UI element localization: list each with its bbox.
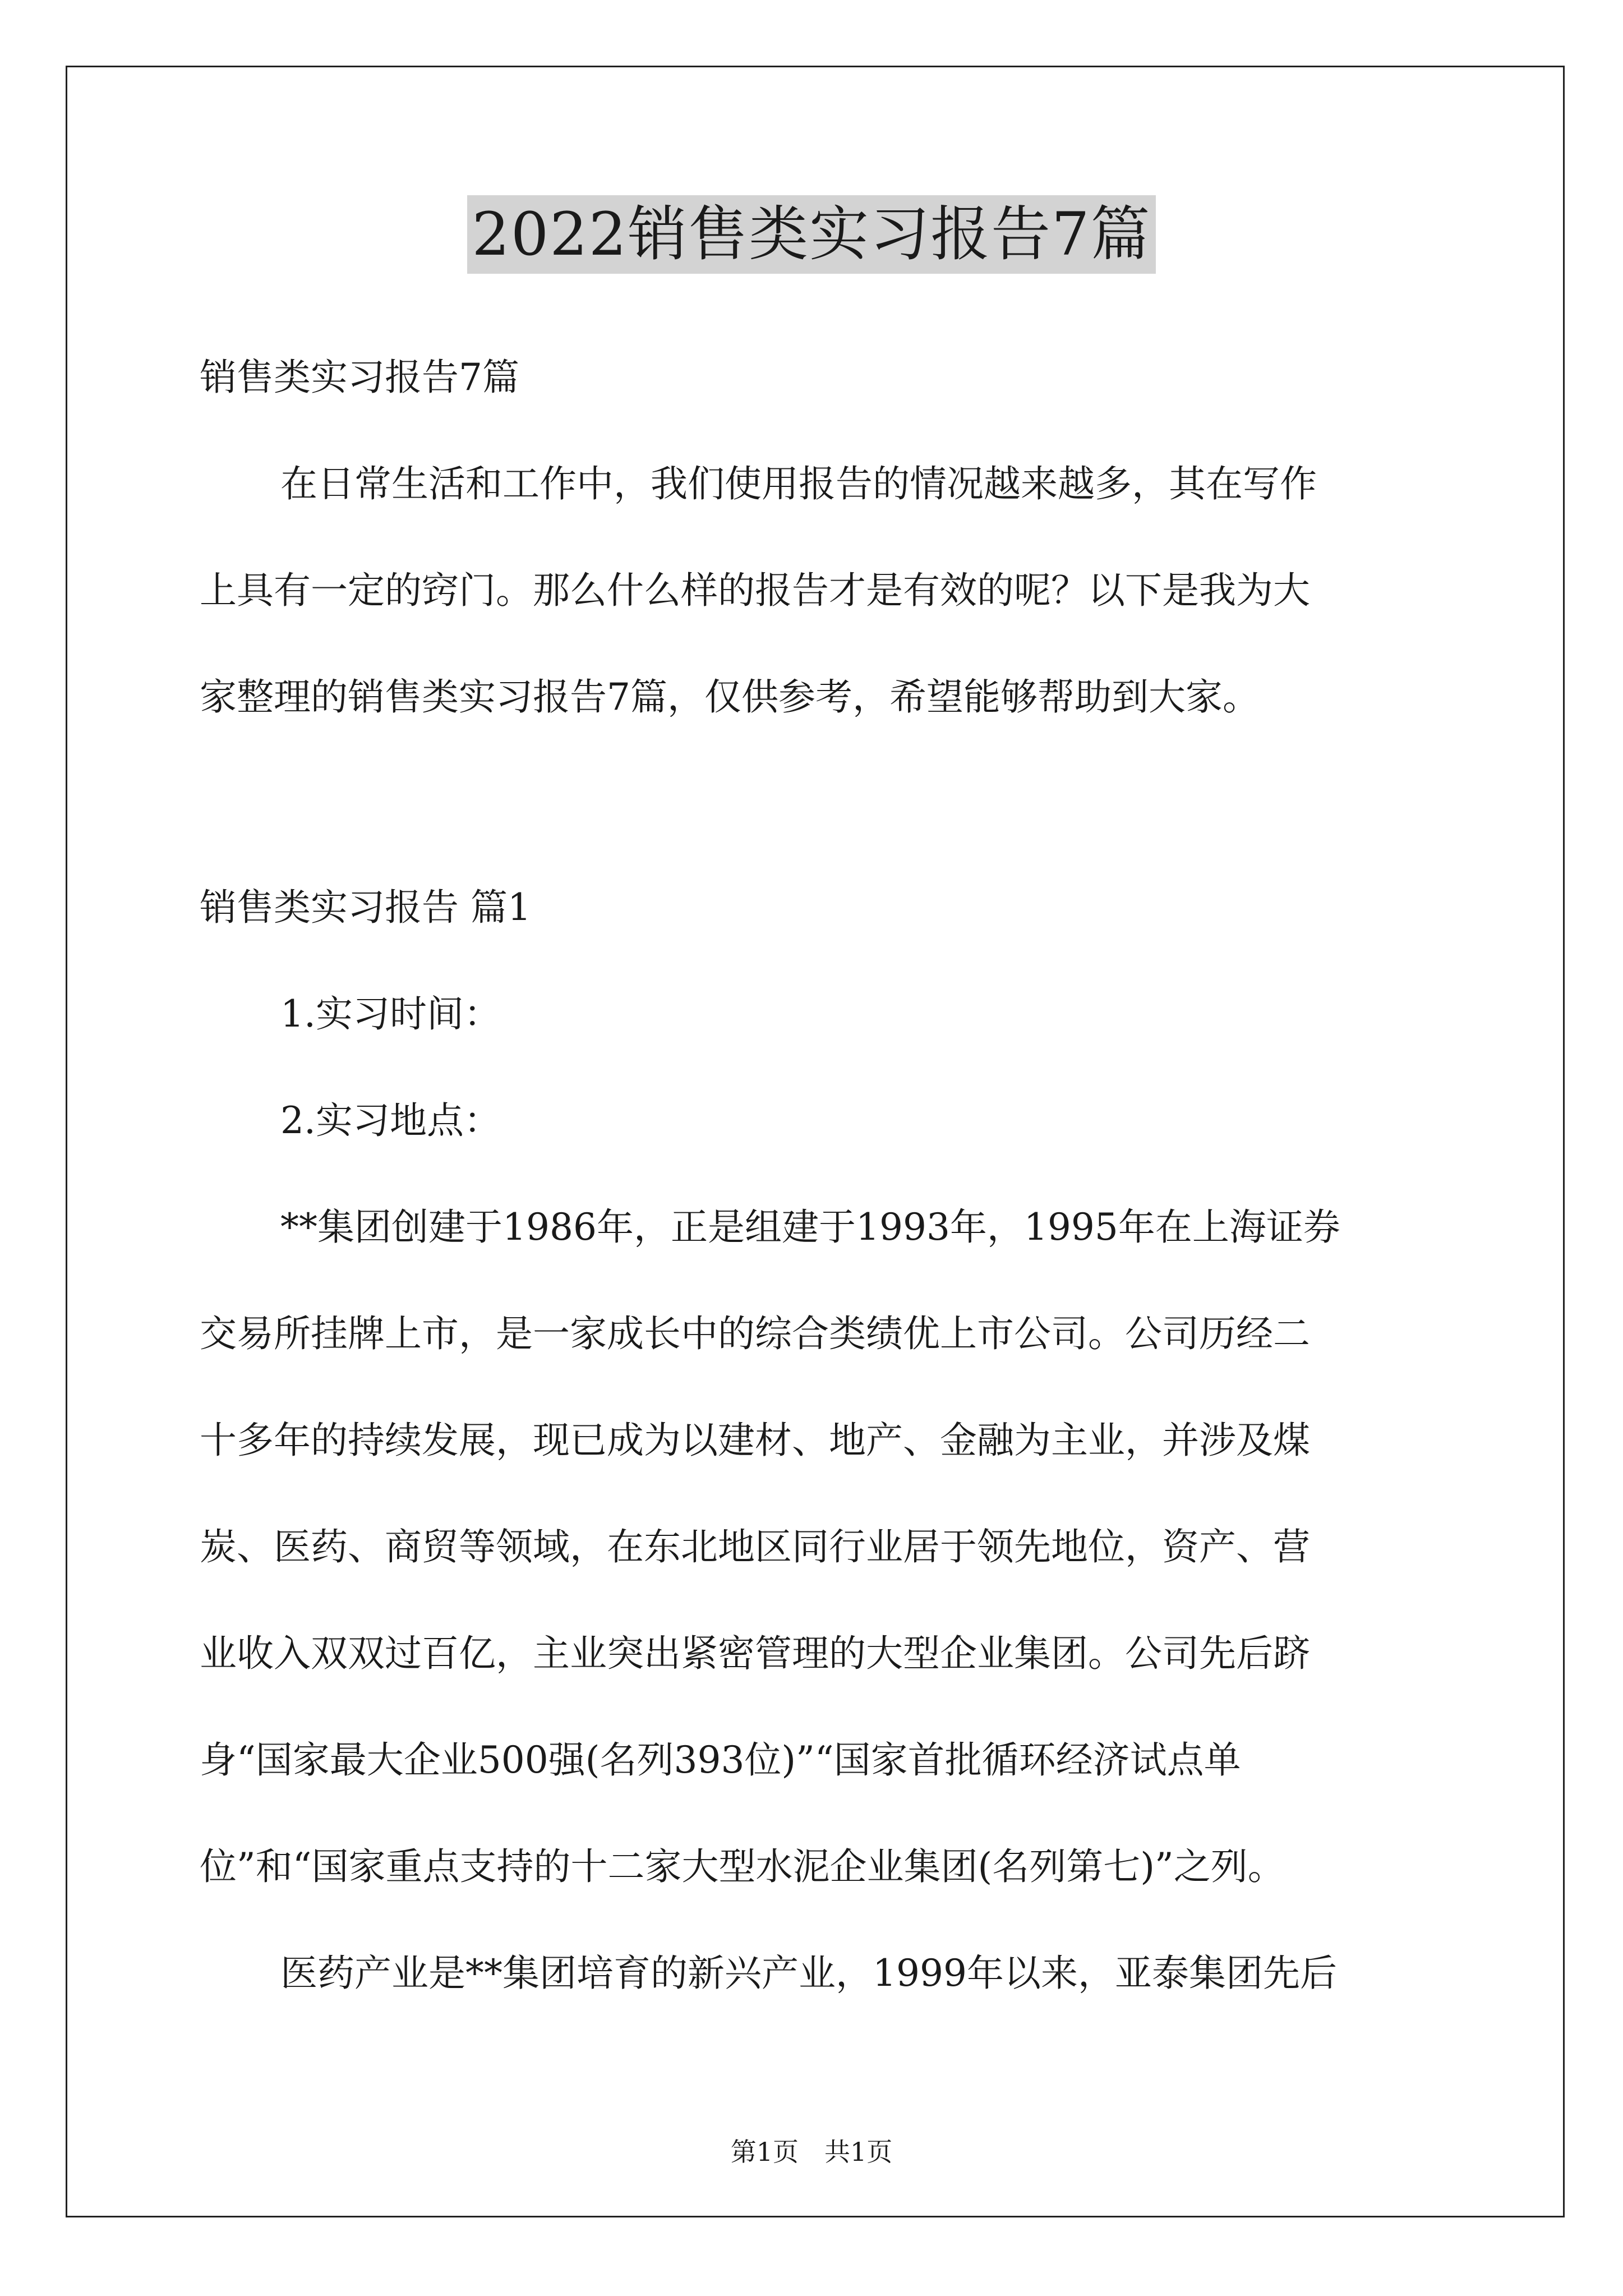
- body-line-1: **集团创建于1986年，正是组建于1993年，1995年在上海证券: [280, 1205, 1340, 1249]
- body-line-4: 炭、医药、商贸等领域，在东北地区同行业居于领先地位，资产、营: [200, 1525, 1310, 1568]
- document-title: 2022销售类实习报告7篇: [467, 195, 1155, 274]
- internship-time-item: 1.实习时间：: [280, 992, 501, 1036]
- body-line-3: 十多年的持续发展，现已成为以建材、地产、金融为主业，并涉及煤: [200, 1419, 1310, 1462]
- body-line-6: 身“国家最大企业500强(名列393位)”“国家首批循环经济试点单: [200, 1738, 1241, 1782]
- body-line-2: 交易所挂牌上市，是一家成长中的综合类绩优上市公司。公司历经二: [200, 1312, 1310, 1355]
- intro-line-3: 家整理的销售类实习报告7篇，仅供参考，希望能够帮助到大家。: [200, 675, 1260, 719]
- intro-line-2: 上具有一定的窍门。那么什么样的报告才是有效的呢？以下是我为大: [200, 569, 1310, 612]
- body-line-7: 位”和“国家重点支持的十二家大型水泥企业集团(名列第七)”之列。: [200, 1845, 1285, 1888]
- body-line-5: 业收入双双过百亿，主业突出紧密管理的大型企业集团。公司先后跻: [200, 1632, 1310, 1675]
- document-subtitle: 销售类实习报告7篇: [200, 356, 519, 399]
- internship-place-item: 2.实习地点：: [280, 1099, 501, 1142]
- title-container: [0, 195, 1623, 274]
- intro-line-1: 在日常生活和工作中，我们使用报告的情况越来越多，其在写作: [280, 462, 1317, 505]
- section-heading: 销售类实习报告 篇1: [200, 886, 531, 929]
- page-number-footer: 第1页 共1页: [730, 2137, 893, 2167]
- body-line-8: 医药产业是**集团培育的新兴产业，1999年以来，亚泰集团先后: [280, 1952, 1337, 1995]
